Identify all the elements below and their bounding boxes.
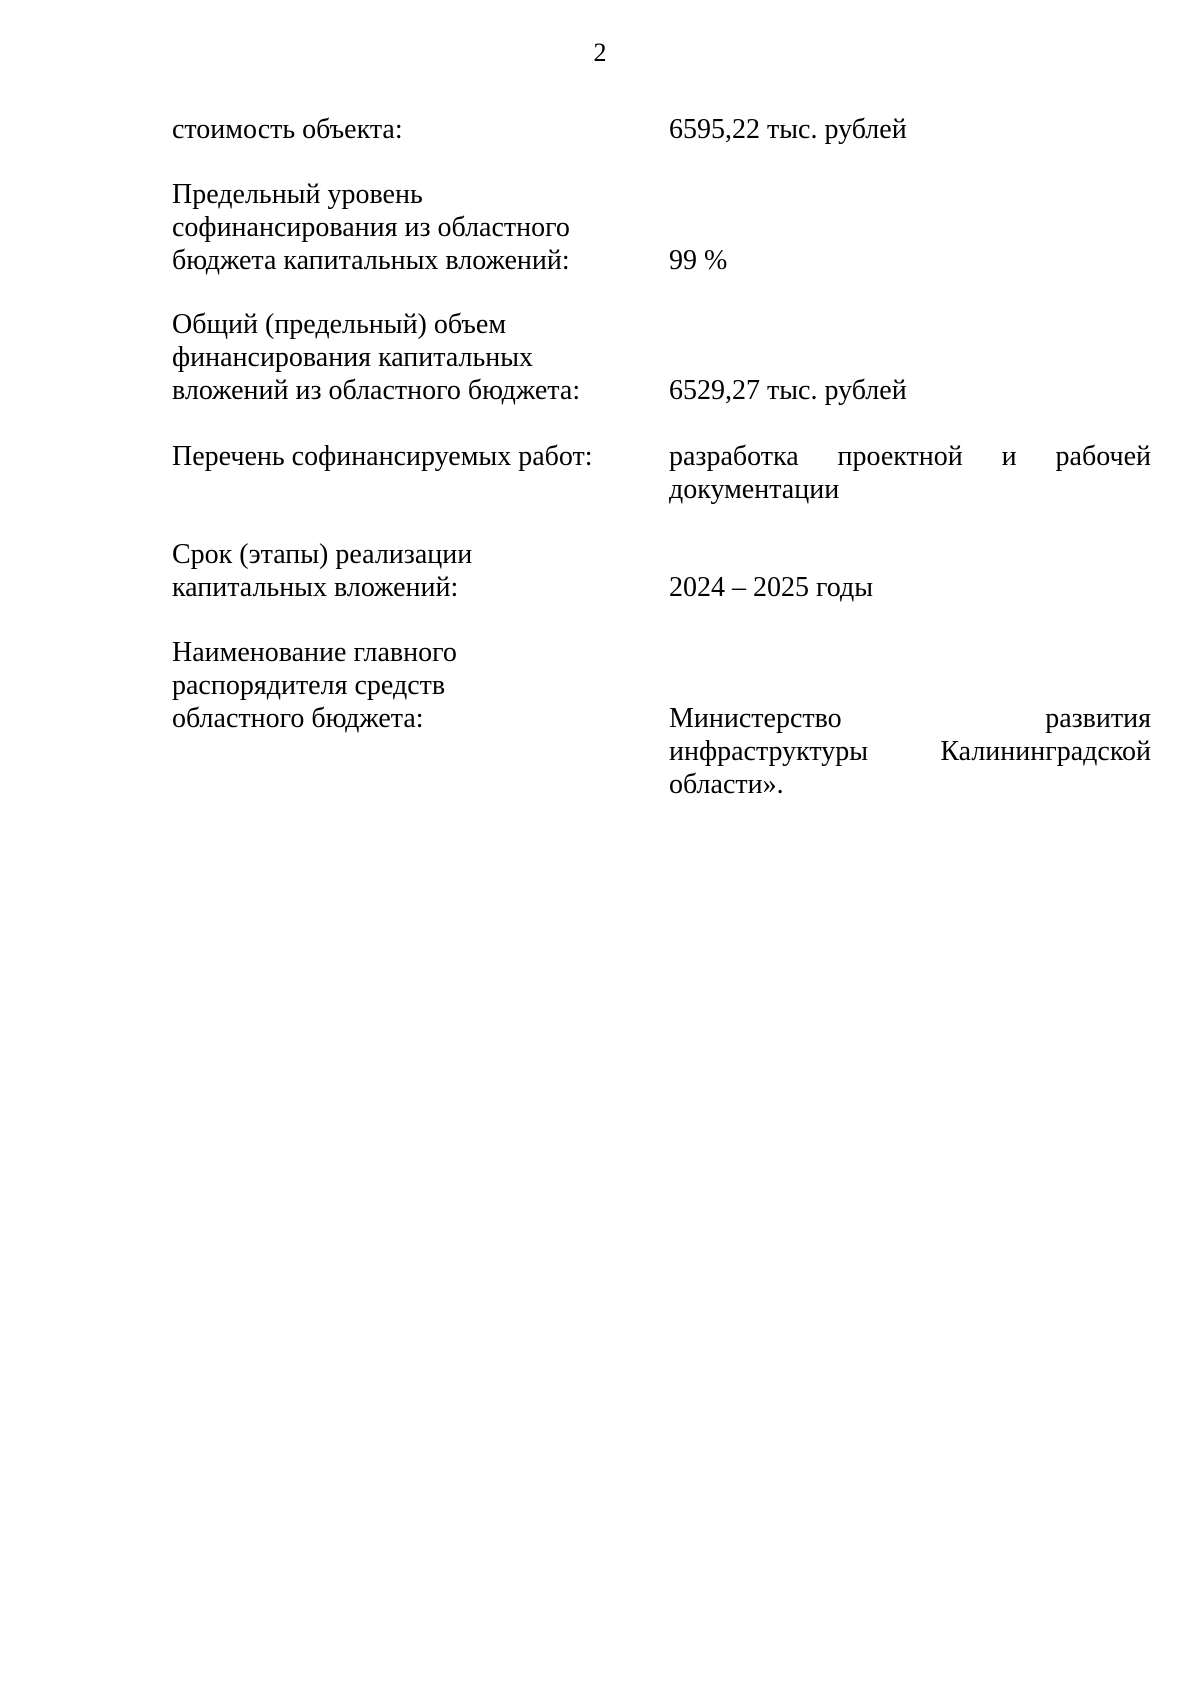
field-label-line: стоимость объекта: <box>172 114 403 145</box>
field-value-line: документации <box>669 474 840 505</box>
field-value <box>669 440 1151 506</box>
field-value-line: области». <box>669 769 784 800</box>
page-number: 2 <box>593 38 607 67</box>
field-label <box>172 308 632 407</box>
field-value-line: 2024 – 2025 годы <box>669 572 874 603</box>
field-label-line: Общий (предельный) объем <box>172 309 507 340</box>
field-label-line: Срок (этапы) реализации <box>172 539 473 570</box>
field-label <box>172 178 632 277</box>
field-label-line: Перечень софинансируемых работ: <box>172 441 593 472</box>
field-value <box>669 113 1151 146</box>
field-value <box>669 374 1151 407</box>
field-value <box>669 571 1151 604</box>
field-value-line: инфраструктуры Калининградской <box>669 736 1151 767</box>
field-label-line: вложений из областного бюджета: <box>172 375 581 406</box>
field-label <box>172 538 632 604</box>
field-label <box>172 113 632 146</box>
field-label-line: Наименование главного <box>172 637 457 668</box>
field-value-line: Министерство развития <box>669 703 1151 734</box>
field-label-line: финансирования капитальных <box>172 342 534 373</box>
field-label-line: распорядителя средств <box>172 670 446 701</box>
field-value-line: 6595,22 тыс. рублей <box>669 114 907 145</box>
field-label-line: софинансирования из областного <box>172 212 570 243</box>
field-value-line: 6529,27 тыс. рублей <box>669 375 907 406</box>
field-label-line: Предельный уровень <box>172 179 423 210</box>
field-label-line: бюджета капитальных вложений: <box>172 245 570 276</box>
field-label-line: капитальных вложений: <box>172 572 459 603</box>
field-value-line: 99 % <box>669 245 728 276</box>
field-label-line: областного бюджета: <box>172 703 424 734</box>
field-label <box>172 440 632 473</box>
field-value <box>669 702 1151 801</box>
field-value <box>669 244 1151 277</box>
field-label <box>172 636 632 735</box>
field-value-line: разработка проектной и рабочей <box>669 441 1151 472</box>
